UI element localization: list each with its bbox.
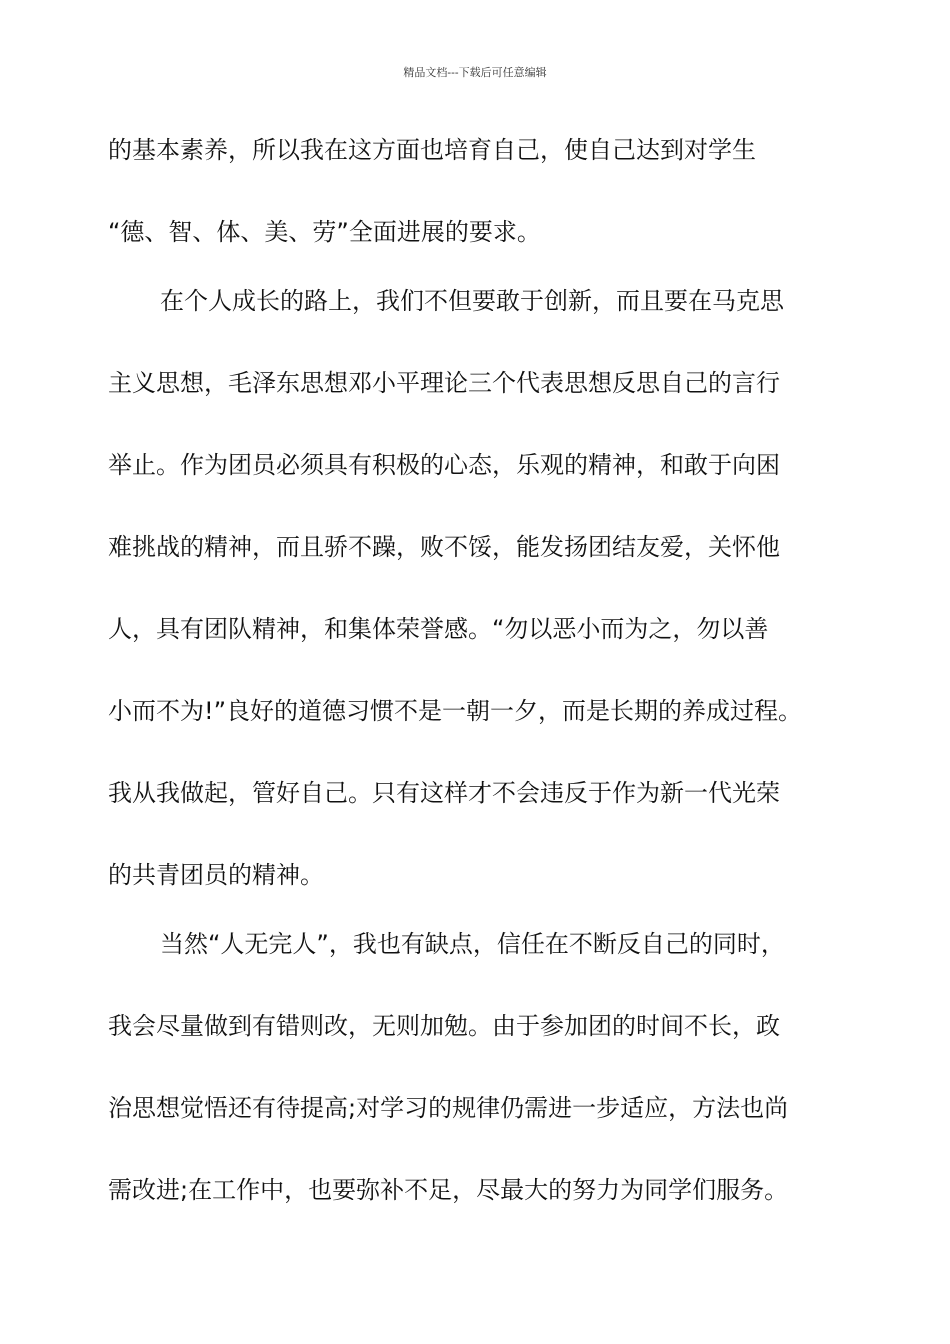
text-line: 治思想觉悟还有待提高;对学习的规律仍需进一步适应，方法也尚 <box>108 1094 789 1122</box>
text-line: “德、智、体、美、劳”全面进展的要求。 <box>108 218 541 246</box>
text-line: 举止。作为团员必须具有积极的心态，乐观的精神，和敢于向困 <box>108 451 780 479</box>
text-line: 我从我做起，管好自己。只有这样才不会违反于作为新一代光荣 <box>108 779 780 807</box>
text-line: 我会尽量做到有错则改，无则加勉。由于参加团的时间不长，政 <box>108 1012 780 1040</box>
text-line: 人，具有团队精神，和集体荣誉感。“勿以恶小而为之，勿以善 <box>108 615 769 643</box>
text-line: 主义思想，毛泽东思想邓小平理论三个代表思想反思自己的言行 <box>108 369 780 397</box>
text-line: 需改进;在工作中，也要弥补不足，尽最大的努力为同学们服务。 <box>108 1176 789 1204</box>
text-line: 当然“人无完人”，我也有缺点，信任在不断反自己的同时， <box>160 930 785 958</box>
text-line: 难挑战的精神，而且骄不躁，败不馁，能发扬团结友爱，关怀他 <box>108 533 780 561</box>
page-header: 精品文档---下载后可任意编辑 <box>403 66 547 79</box>
text-line: 的共青团员的精神。 <box>108 861 324 889</box>
text-line: 在个人成长的路上，我们不但要敢于创新，而且要在马克思 <box>160 287 784 315</box>
text-line: 的基本素养，所以我在这方面也培育自己，使自己达到对学生 <box>108 136 756 164</box>
text-line: 小而不为!”良好的道德习惯不是一朝一夕，而是长期的养成过程。 <box>108 697 803 725</box>
